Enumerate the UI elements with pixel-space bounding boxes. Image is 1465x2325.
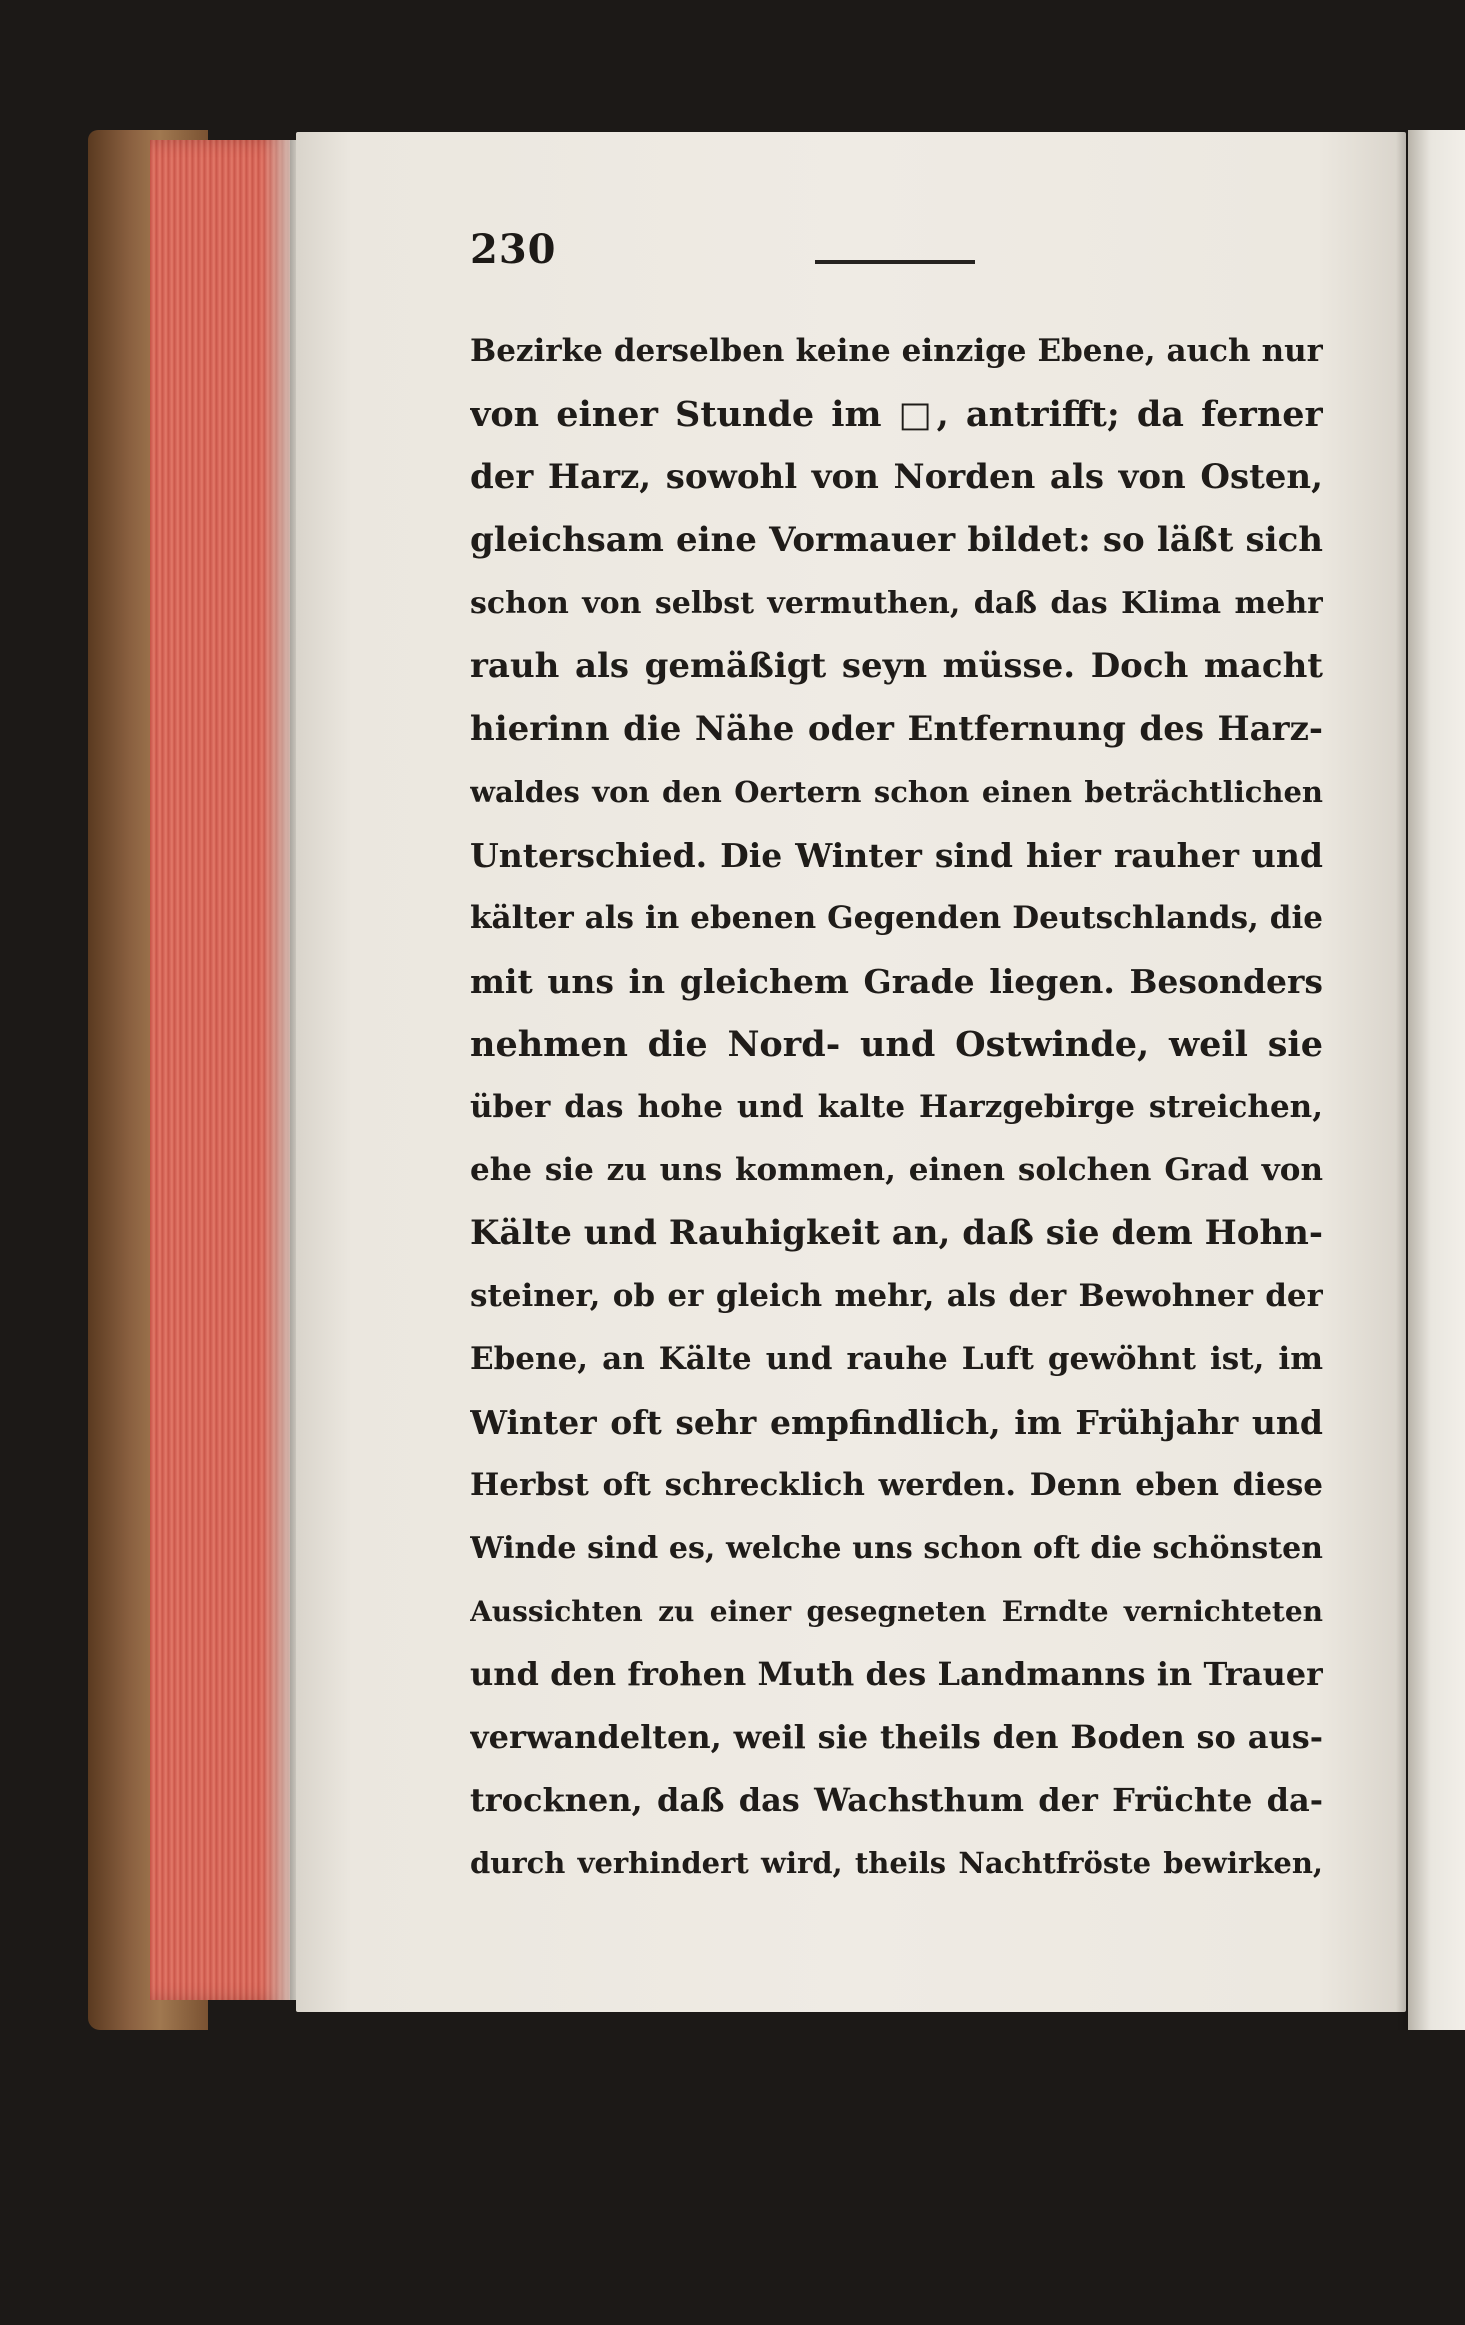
text-line: Winter oft sehr empfindlich, im Frühjahr und <box>470 1403 1323 1442</box>
text-line: hierinn die Nähe oder Entfernung des Harz- <box>470 709 1323 749</box>
text-line: ehe sie zu uns kommen, einen solchen Grad von <box>470 1152 1323 1188</box>
header-rule <box>815 260 975 264</box>
text-line: durch verhindert wird, theils Nachtfröste bewirken, <box>470 1846 1323 1880</box>
text-line: von einer Stunde im □, antrifft; da ferner <box>470 394 1323 435</box>
text-line: mit uns in gleichem Grade liegen. Besonders <box>470 962 1323 1001</box>
text-line: gleichsam eine Vormauer bildet: so läßt sich <box>470 520 1323 560</box>
text-line: steiner, ob er gleich mehr, als der Bewohner der <box>470 1278 1323 1314</box>
text-line: nehmen die Nord- und Ostwinde, weil sie <box>470 1024 1323 1065</box>
text-line: kälter als in ebenen Gegenden Deutschlands, die <box>470 900 1323 936</box>
text-line: Herbst oft schrecklich werden. Denn eben diese <box>470 1467 1323 1503</box>
text-line: Ebene, an Kälte und rauhe Luft gewöhnt ist, im <box>470 1341 1323 1377</box>
text-line: verwandelten, weil sie theils den Boden so aus- <box>470 1718 1323 1756</box>
text-line: schon von selbst vermuthen, daß das Klima mehr <box>470 586 1323 621</box>
body-text <box>470 320 1323 1895</box>
text-line: der Harz, sowohl von Norden als von Osten, <box>470 457 1323 497</box>
facing-page-edge <box>1408 130 1465 2030</box>
text-line: Bezirke derselben keine einzige Ebene, auch nur <box>470 333 1323 369</box>
text-line: Winde sind es, welche uns schon oft die schönsten <box>470 1531 1323 1566</box>
text-line: Kälte und Rauhigkeit an, daß sie dem Hohn- <box>470 1213 1323 1253</box>
text-line: rauh als gemäßigt seyn müsse. Doch macht <box>470 646 1323 686</box>
page-number: 230 <box>470 226 557 273</box>
text-line: waldes von den Oertern schon einen beträchtlichen <box>470 775 1323 809</box>
text-line: trocknen, daß das Wachsthum der Früchte da- <box>470 1781 1323 1819</box>
text-line: Aussichten zu einer gesegneten Erndte vernichteten <box>470 1595 1323 1628</box>
text-line: und den frohen Muth des Landmanns in Trauer <box>470 1655 1323 1693</box>
text-line: über das hohe und kalte Harzgebirge streichen, <box>470 1089 1323 1125</box>
text-line: Unterschied. Die Winter sind hier rauher und <box>470 836 1323 875</box>
page-edges-fade <box>262 140 300 2000</box>
